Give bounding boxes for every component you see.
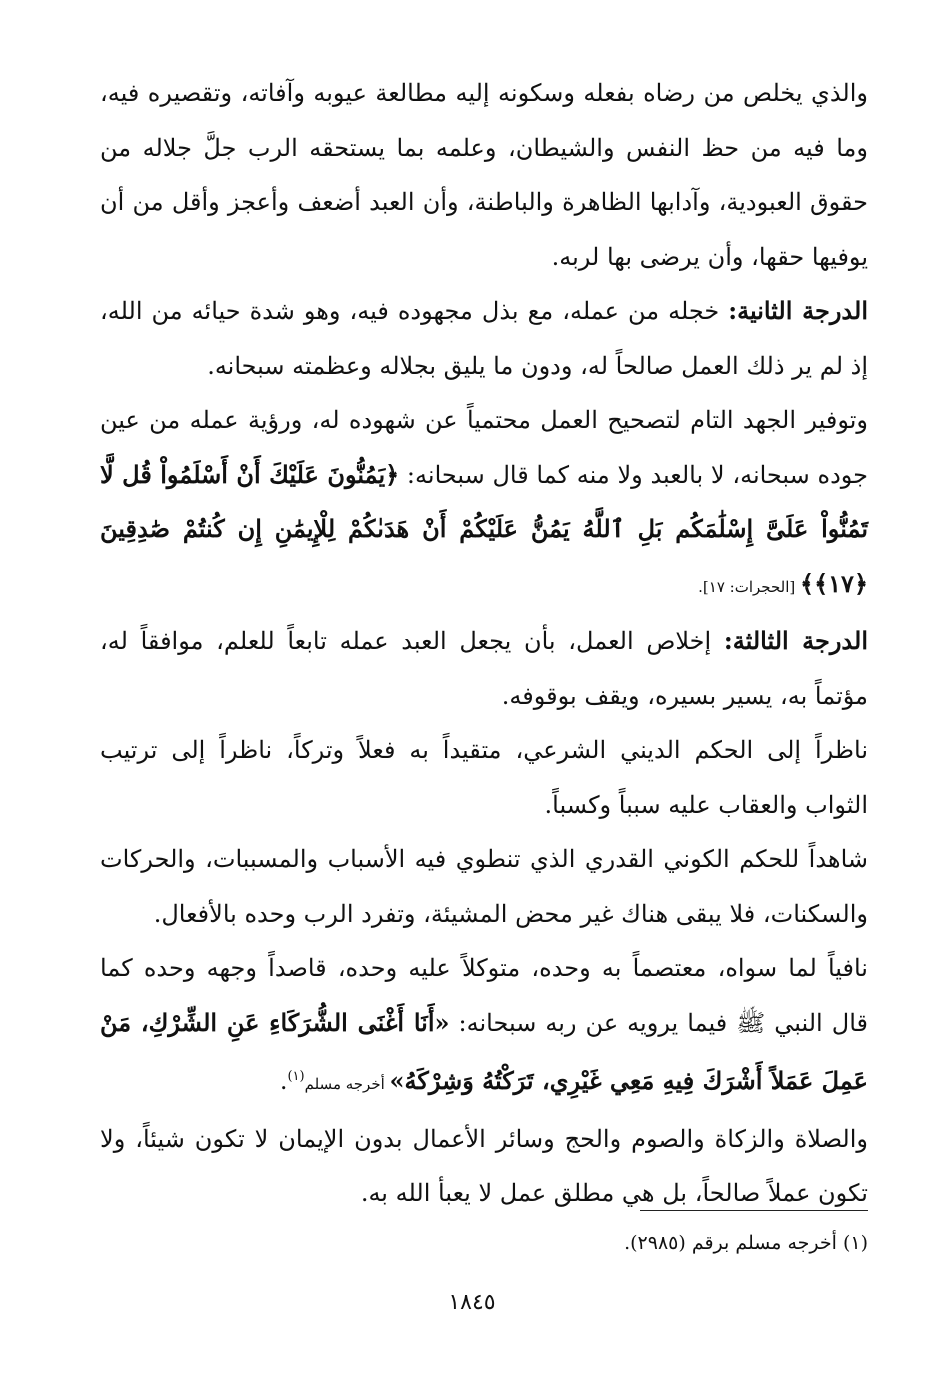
third-degree-heading: الدرجة الثالثة: xyxy=(723,626,868,655)
paragraph-3 xyxy=(100,393,868,614)
verse-citation: [الحجرات: ١٧]. xyxy=(698,577,801,596)
paragraph-6-text: شاهداً للحكم الكوني القدري الذي تنطوي فيه الأسباب والمسببات، والحركات والسكنات، فلا يبقى هناك غير محض المشيئة، وتفرد الرب وحده بالأفعال. xyxy=(100,845,868,928)
paragraph-5-text: ناظراً إلى الحكم الديني الشرعي، متقيداً به فعلاً وتركاً، ناظراً إلى ترتيب الثواب والعقاب عليه سبباً وكسباً. xyxy=(100,736,868,819)
paragraph-7 xyxy=(100,941,868,1112)
paragraph-4 xyxy=(100,614,868,723)
paragraph-4-text: إخلاص العمل، بأن يجعل العبد عمله تابعاً للعلم، موافقاً له، مؤتماً به، يسير بسيره، ويقف بوقوفه. xyxy=(100,627,868,710)
paragraph-5 xyxy=(100,723,868,832)
footnote-separator xyxy=(640,1210,868,1211)
paragraph-1-text: والذي يخلص من رضاه بفعله وسكونه إليه مطالعة عيوبه وآفاته، وتقصيره فيه، وما فيه من حظ النفس والشيطان، وعلمه بما يستحقه الرب جلَّ جلاله من حقوق العبودية، وآدابها الظاهرة والباطنة، وأن العبد أضعف وأعجز وأقل من أن يوفيها حقها، وأن يرضى بها لربه. xyxy=(100,79,868,271)
paragraph-7-end: . xyxy=(279,1067,288,1095)
quran-verse: ﴿يَمُنُّونَ عَلَيْكَ أَنْ أَسْلَمُواْ قُل لَّا تَمُنُّواْ عَلَىَّ إِسْلَٰمَكُم بَلِ ٱللَّهُ يَمُنُّ عَلَيْكُمْ أَنْ هَدَىٰكُمْ لِلْإِيمَٰنِ إِن كُنتُمْ صَٰدِقِينَ ﴿١٧﴾﴾ xyxy=(100,459,868,598)
footnote: (١) أخرجه مسلم برقم (٢٩٨٥). xyxy=(624,1232,868,1254)
second-degree-heading: الدرجة الثانية: xyxy=(728,296,868,325)
paragraph-8 xyxy=(100,1112,868,1221)
paragraph-1 xyxy=(100,66,868,284)
hadith-quote: «أَنَا أَغْنَى الشُّرَكَاءِ عَنِ الشِّرْكِ، مَنْ عَمِلَ عَمَلاً أَشْرَكَ فِيهِ مَعِي غَيْرِي، تَرَكْتُهُ وَشِرْكَهُ» xyxy=(100,1007,868,1095)
paragraph-3-text: وتوفير الجهد التام لتصحيح العمل محتمياً عن شهوده له، ورؤية عمله من عين جوده سبحانه، لا بالعبد ولا منه كما قال سبحانه: xyxy=(100,406,868,489)
paragraph-2-text: خجله من عمله، مع بذل مجهوده فيه، وهو شدة حيائه من الله، إذ لم ير ذلك العمل صالحاً له، ودون ما يليق بجلاله وعظمته سبحانه. xyxy=(100,297,868,380)
page-body xyxy=(100,66,868,1221)
footnote-marker: (١) xyxy=(287,1069,305,1084)
paragraph-6 xyxy=(100,832,868,941)
paragraph-7-text: نافياً لما سواه، معتصماً به وحده، متوكلاً عليه وحده، قاصداً وجهه وحده كما قال النبي ﷺ فيما يرويه عن ربه سبحانه: xyxy=(100,954,868,1037)
paragraph-8-text: والصلاة والزكاة والصوم والحج وسائر الأعمال بدون الإيمان لا تكون شيئاً، ولا تكون عملاً صالحاً، بل هي مطلق عمل لا يعبأ الله به. xyxy=(100,1124,868,1207)
paragraph-2 xyxy=(100,284,868,393)
hadith-citation: أخرجه مسلم xyxy=(304,1075,390,1093)
page-number: ١٨٤٥ xyxy=(448,1290,496,1315)
